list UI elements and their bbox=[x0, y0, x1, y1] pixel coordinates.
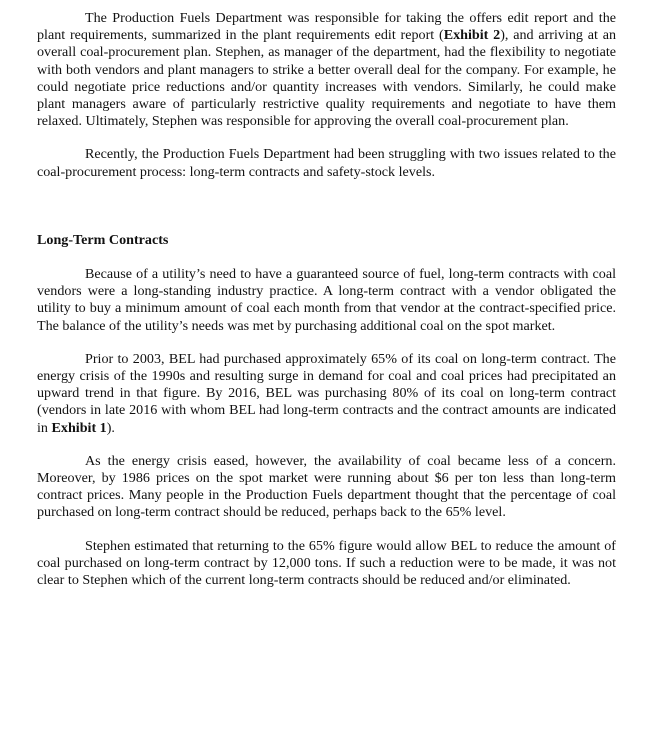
paragraph-text: ). bbox=[106, 419, 115, 436]
exhibit-2-reference: Exhibit 2 bbox=[443, 27, 501, 44]
paragraph-energy-crisis-eased: As the energy crisis eased, however, the availability of coal became less of a concern. Moreover, by 1986 prices on the spot market were running about $6 per ton less than long-term contract prices. Many people in the Production Fuels department thought that the percentage of coal purchased on long-term contract should be reduced, perhaps back to the 65% level. bbox=[37, 452, 616, 521]
paragraph-recent-issues: Recently, the Production Fuels Department had been struggling with two issues related to the coal-procurement process: long-term contracts and safety-stock levels. bbox=[37, 146, 616, 180]
paragraph-utility-need: Because of a utility’s need to have a guaranteed source of fuel, long-term contracts with coal vendors were a long-standing industry practice. A long-term contract with a vendor obligated the utility to buy a minimum amount of coal each month from that vendor at the contract-specified price. The balance of the utility’s needs was met by purchasing additional coal on the spot market. bbox=[37, 266, 616, 334]
paragraph-text: Prior to 2003, BEL had purchased approximately 65% of its coal on long-term contract. The energy crisis of the 1990s and resulting surge in demand for coal and coal prices had precipitated an upward trend in that figure. By 2016, BEL was purchasing 80% of its coal on long-term contract (vendors in late 2016 with whom BEL had long-term contracts and the contract amounts are indicated in bbox=[37, 350, 616, 436]
paragraph-text: The Production Fuels Department was responsible for taking the offers edit report and the plant requirements, summarized in the plant requirements edit report ( bbox=[37, 10, 616, 44]
document-page bbox=[37, 10, 616, 589]
paragraph-stephen-estimate: Stephen estimated that returning to the 65% figure would allow BEL to reduce the amount of coal purchased on long-term contract by 12,000 tons. If such a reduction were to be made, it was not clear to Stephen which of the current long-term contracts should be reduced and/or eliminated. bbox=[37, 537, 616, 589]
paragraph-production-fuels bbox=[37, 10, 616, 130]
paragraph-prior-2003 bbox=[37, 351, 616, 437]
exhibit-1-reference: Exhibit 1 bbox=[51, 419, 107, 436]
paragraph-text: ), and arriving at an overall coal-procurement plan. Stephen, as manager of the department, had the flexibility to negotiate with both vendors and plant managers to strike a better overall deal for the company. For example, he could negotiate price reductions and/or quantity increases with vendors. Similarly, he could make plant managers aware of particularly restrictive quality requirements and negotiate to have them relaxed. Ultimately, Stephen was responsible for approving the overall coal-procurement plan. bbox=[37, 27, 617, 130]
section-heading-long-term-contracts: Long-Term Contracts bbox=[37, 231, 169, 248]
